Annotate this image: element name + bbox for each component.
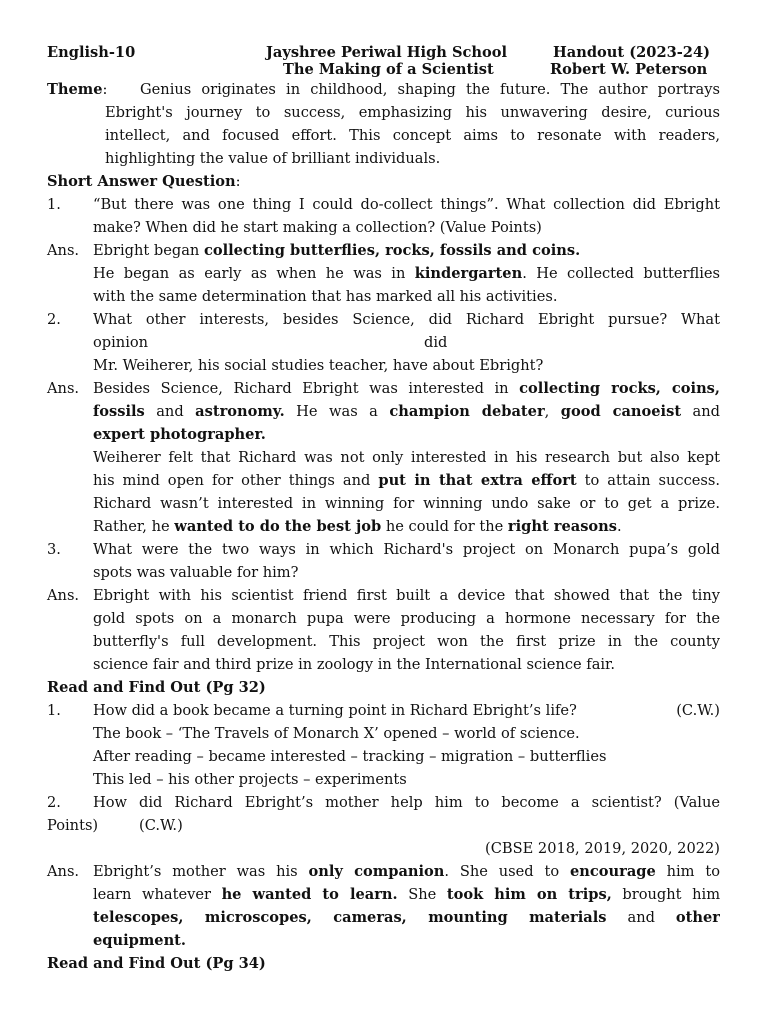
short-answer-heading: Short Answer Question:	[47, 173, 241, 190]
school-name: Jayshree Periwal High School	[266, 44, 508, 61]
answer-text: learn whatever he wanted to learn. She took him on trips, brought him	[93, 886, 720, 903]
class-work-tag: (C.W.)	[676, 702, 720, 719]
answer-point: This led – his other projects – experiments	[93, 771, 407, 788]
question-text: make? When did he start making a collection? (Value Points)	[93, 219, 542, 236]
answer-label: Ans.	[47, 863, 80, 880]
answer-text: Richard wasn’t interested in winning for winning undo sake or to get a prize.	[93, 495, 720, 512]
answer-text: equipment.	[93, 932, 187, 949]
question-text: “But there was one thing I could do-collect things”. What collection did Ebright	[93, 196, 720, 213]
question-text: Mr. Weiherer, his social studies teacher, have about Ebright?	[93, 357, 544, 374]
answer-text: Rather, he wanted to do the best job he could for the right reasons.	[93, 518, 622, 535]
theme-line-1: Genius originates in childhood, shaping the future. The author portrays	[140, 81, 720, 98]
answer-text: Ebright began collecting butterflies, rocks, fossils and coins.	[93, 242, 581, 259]
answer-label: Ans.	[47, 380, 80, 397]
theme-line-2: Ebright's journey to success, emphasizing his unwavering desire, curious	[105, 104, 720, 121]
question-text: Points) (C.W.)	[47, 814, 720, 837]
question-text: How did a book became a turning point in Richard Ebright’s life? (C.W.)	[93, 699, 720, 722]
answer-text: Besides Science, Richard Ebright was interested in collecting rocks, coins,	[93, 380, 720, 397]
question-text: opinion did	[93, 334, 448, 351]
subject-label: English-10	[47, 44, 136, 61]
read-find-out-32-heading: Read and Find Out (Pg 32)	[47, 679, 266, 696]
answer-text: Ebright with his scientist friend first built a device that showed that the tiny	[93, 587, 720, 604]
answer-text: butterfly's full development. This project won the first prize in the county	[93, 633, 720, 650]
answer-text: Weiherer felt that Richard was not only interested in his research but also kept	[93, 449, 720, 466]
answer-text: with the same determination that has marked all his activities.	[93, 288, 558, 305]
question-number: 2.	[47, 311, 61, 328]
answer-text: science fair and third prize in zoology in the International science fair.	[93, 656, 616, 673]
question-text: spots was valuable for him?	[93, 564, 299, 581]
answer-label: Ans.	[47, 587, 80, 604]
question-number: 1.	[47, 196, 61, 213]
handout-label: Handout (2023-24)	[553, 44, 711, 61]
answer-point: After reading – became interested – tracking – migration – butterflies	[93, 748, 607, 765]
answer-text: fossils and astronomy. He was a champion debater, good canoeist and	[93, 403, 720, 420]
answer-text: Ebright’s mother was his only companion. She used to encourage him to	[93, 863, 720, 880]
author-name: Robert W. Peterson	[550, 61, 708, 78]
chapter-title: The Making of a Scientist	[283, 61, 494, 78]
read-find-out-34-heading: Read and Find Out (Pg 34)	[47, 955, 266, 972]
answer-text: telescopes, microscopes, cameras, mounting materials and other	[93, 909, 720, 926]
answer-point: The book – ‘The Travels of Monarch X’ opened – world of science.	[93, 725, 580, 742]
question-text: What were the two ways in which Richard's project on Monarch pupa’s gold	[93, 541, 720, 558]
question-number: 2.	[47, 794, 61, 811]
question-text: What other interests, besides Science, did Richard Ebright pursue? What	[93, 311, 720, 328]
question-text: How did Richard Ebright’s mother help him to become a scientist? (Value	[93, 794, 720, 811]
question-number: 3.	[47, 541, 61, 558]
answer-text: his mind open for other things and put in that extra effort to attain success.	[93, 472, 720, 489]
theme-label: Theme	[47, 81, 103, 98]
answer-text: expert photographer.	[93, 426, 266, 443]
theme-line-4: highlighting the value of brilliant individuals.	[105, 150, 441, 167]
class-work-tag: (C.W.)	[139, 817, 183, 834]
theme-line-3: intellect, and focused effort. This concept aims to resonate with readers,	[105, 127, 720, 144]
answer-text: He began as early as when he was in kindergarten. He collected butterflies	[93, 265, 720, 282]
question-number: 1.	[47, 702, 61, 719]
answer-label: Ans.	[47, 242, 80, 259]
cbse-years: (CBSE 2018, 2019, 2020, 2022)	[485, 840, 720, 857]
answer-text: gold spots on a monarch pupa were producing a hormone necessary for the	[93, 610, 720, 627]
